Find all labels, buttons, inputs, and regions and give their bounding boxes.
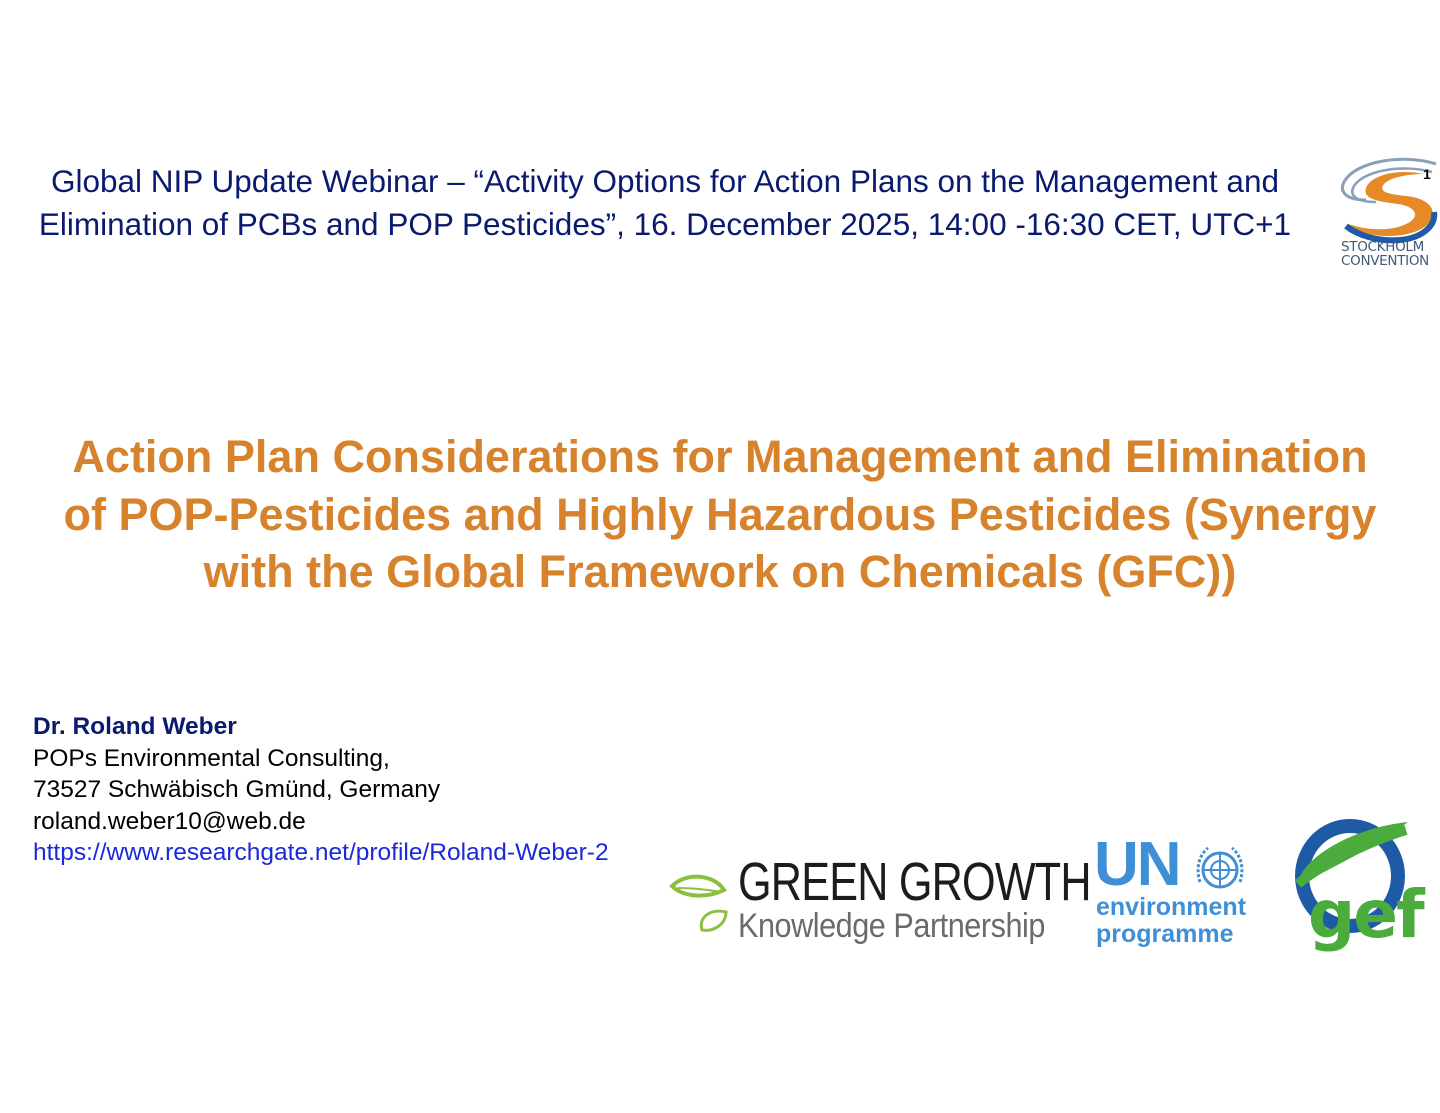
unep-un-text: UN — [1094, 830, 1180, 899]
title-line-1: Action Plan Considerations for Management and Elimination — [72, 431, 1368, 482]
unep-subtitle — [1096, 894, 1246, 948]
un-emblem-icon — [1192, 842, 1248, 898]
author-profile-link[interactable]: https://www.researchgate.net/profile/Roland-Weber-2 — [33, 839, 609, 866]
author-email[interactable]: roland.weber10@web.de — [33, 807, 306, 835]
author-organization: POPs Environmental Consulting, — [33, 744, 390, 772]
gef-logo — [1290, 800, 1423, 960]
unep-line-2: programme — [1096, 920, 1234, 948]
author-address: 73527 Schwäbisch Gmünd, Germany — [33, 776, 441, 803]
leaf-icon — [668, 866, 738, 936]
title-line-3: with the Global Framework on Chemicals (GFC)) — [203, 546, 1237, 597]
page-number: 1 — [1423, 166, 1431, 182]
author-name: Dr. Roland Weber — [33, 713, 237, 740]
webinar-header — [0, 160, 1330, 246]
stockholm-label-line-1: STOCKHOLM — [1341, 239, 1424, 255]
author-block — [33, 711, 609, 869]
unep-line-1: environment — [1096, 893, 1247, 921]
stockholm-convention-label — [1341, 240, 1437, 268]
ggkp-title: GREEN GROWTH — [738, 852, 1091, 912]
header-line-1: Global NIP Update Webinar – “Activity Options for Action Plans on the Management and — [50, 163, 1279, 199]
ggkp-subtitle: Knowledge Partnership — [738, 907, 1045, 945]
ggkp-logo — [668, 852, 1091, 947]
unep-logo — [1092, 830, 1262, 956]
slide-title — [0, 428, 1440, 601]
gef-text: gef — [1308, 876, 1423, 953]
header-line-2: Elimination of PCBs and POP Pesticides”, 16. December 2025, 14:00 -16:30 CET, UTC+1 — [38, 206, 1292, 242]
stockholm-label-line-2: CONVENTION — [1341, 253, 1429, 269]
title-line-2: of POP-Pesticides and Highly Hazardous Pesticides (Synergy — [63, 488, 1377, 540]
